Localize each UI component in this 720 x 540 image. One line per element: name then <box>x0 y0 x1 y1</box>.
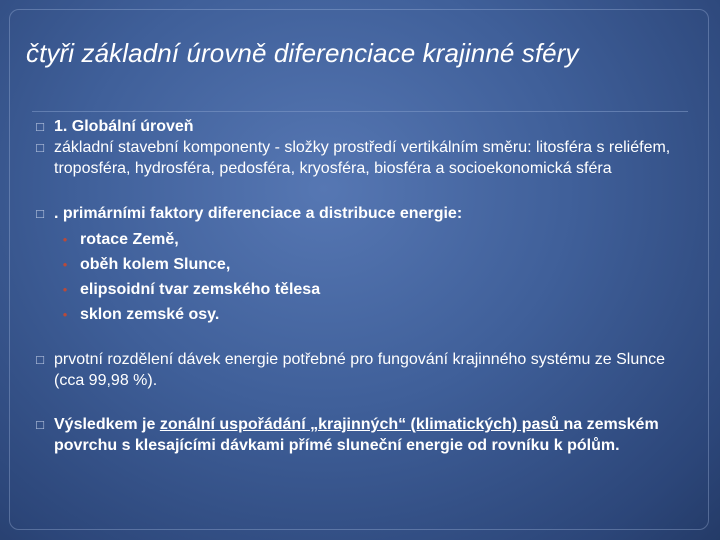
slide-title: čtyři základní úrovně diferenciace krajinné sféry <box>26 38 579 68</box>
square-bullet-icon: □ <box>36 119 44 134</box>
sub-bullet-icon: • <box>62 257 68 272</box>
item-components: základní stavební komponenty - složky prostředí vertikálním směru: litosféra s reliéfem, troposféra, hydrosféra, pedosféra, kryosféra, biosféra a socioekonomická sféra <box>54 139 671 177</box>
subitem-shape: elipsoidní tvar zemského tělesa <box>80 281 321 298</box>
item-primary-factors: . primárními faktory diferenciace a distribuce energie: <box>54 205 463 222</box>
item-zonal-result <box>54 414 684 456</box>
square-bullet-icon: □ <box>36 352 44 367</box>
square-bullet-icon: □ <box>36 206 44 221</box>
sub-bullet-icon: • <box>62 282 68 297</box>
subitem-orbit: oběh kolem Slunce, <box>80 256 231 273</box>
zonal-result-emphasis: zonální uspořádání „krajinných“ (klimatických) pasů <box>159 416 564 433</box>
sub-bullet-icon: • <box>62 232 68 247</box>
item-energy-distribution: prvotní rozdělení dávek energie potřebné pro fungování krajinného systému ze Slunce (cca 99,98 %). <box>54 351 666 389</box>
subitem-rotation: rotace Země, <box>80 231 179 248</box>
square-bullet-icon: □ <box>36 140 44 155</box>
square-bullet-icon: □ <box>36 417 44 432</box>
subitem-axis: sklon zemské osy. <box>80 306 220 323</box>
title-divider <box>32 111 688 112</box>
zonal-result-suffix: na zemském povrchu s klesajícími dávkami přímé sluneční energie od rovníku k pólům. <box>54 416 659 454</box>
sub-bullet-icon: • <box>62 307 68 322</box>
item-global-level: 1. Globální úroveň <box>54 118 194 135</box>
zonal-result-prefix: Výsledkem je <box>54 416 160 433</box>
